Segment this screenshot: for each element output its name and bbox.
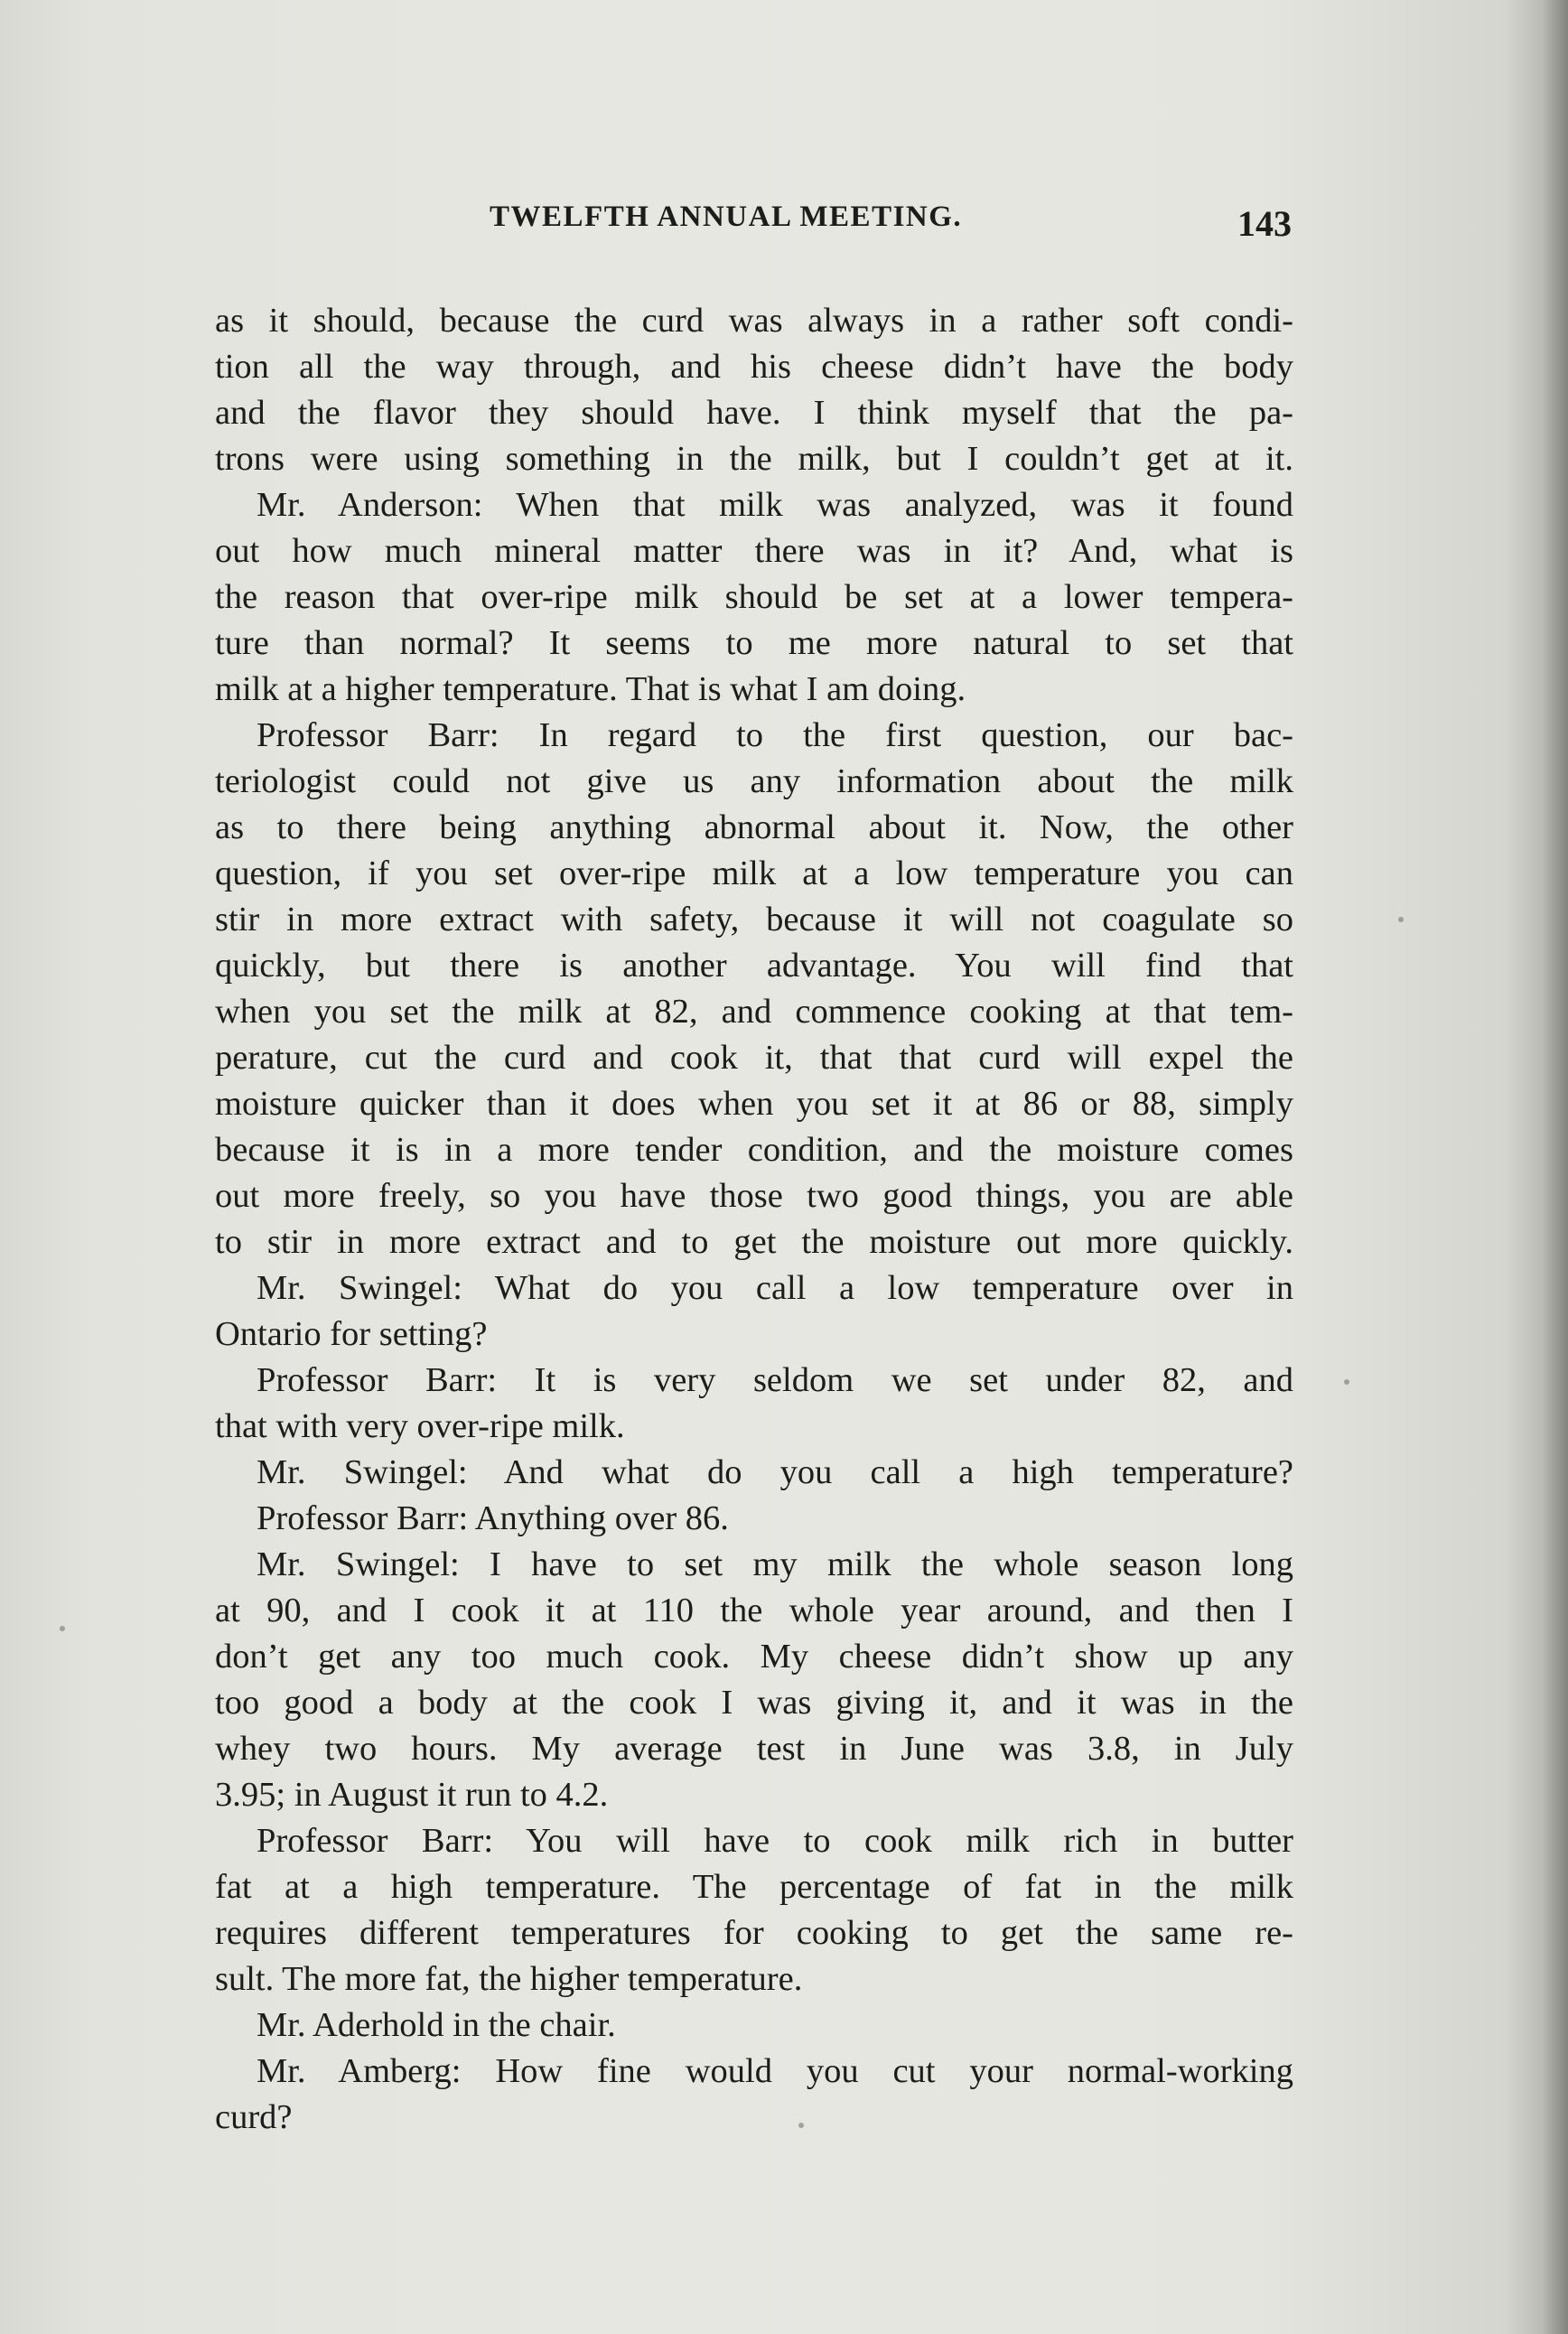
text-line: that with very over-ripe milk. [215,1407,625,1445]
paper-speck [60,1626,65,1631]
text-line: trons were using something in the milk, but I couldn’t get at it. [215,440,1293,478]
page-number: 143 [1237,203,1292,244]
text-line: stir in more extract with safety, because it will not coagulate so [215,901,1293,938]
text-line: to stir in more extract and to get the moisture out more quickly. [215,1223,1293,1261]
text-line: curd? [215,2098,293,2136]
text-line: at 90, and I cook it at 110 the whole year around, and then I [215,1592,1293,1629]
body-text [215,298,1293,2141]
text-line: fat at a high temperature. The percentage of fat in the milk [215,1868,1293,1906]
text-line: 3.95; in August it run to 4.2. [215,1776,609,1814]
text-line: Mr. Aderhold in the chair. [257,2006,616,2044]
text-line: Professor Barr: In regard to the first question, our bac- [257,716,1293,754]
text-line: Professor Barr: It is very seldom we set under 82, and [257,1361,1293,1399]
running-head-title: TWELFTH ANNUAL MEETING. [490,201,963,233]
text-line: tion all the way through, and his cheese didn’t have the body [215,348,1293,386]
paper-speck [1344,1379,1349,1385]
text-line: teriologist could not give us any information about the milk [215,762,1293,800]
text-line: don’t get any too much cook. My cheese didn’t show up any [215,1638,1293,1676]
text-line: and the flavor they should have. I think myself that the pa- [215,394,1293,432]
text-line: requires different temperatures for cooking to get the same re- [215,1914,1293,1952]
text-line: perature, cut the curd and cook it, that that curd will expel the [215,1039,1293,1077]
paper-speck [1398,917,1404,922]
text-line: whey two hours. My average test in June was 3.8, in July [215,1730,1293,1768]
text-line: the reason that over-ripe milk should be set at a lower tempera- [215,578,1293,616]
text-line: moisture quicker than it does when you set it at 86 or 88, simply [215,1085,1293,1123]
text-line: Ontario for setting? [215,1315,488,1353]
page-edge-shadow [1543,0,1568,2334]
text-line: as it should, because the curd was always in a rather soft condi- [215,302,1293,340]
running-head [208,197,1292,251]
text-line: Mr. Anderson: When that milk was analyzed, was it found [257,486,1293,524]
text-line: question, if you set over-ripe milk at a low temperature you can [215,854,1293,892]
text-line: quickly, but there is another advantage. You will find that [215,947,1293,985]
text-line: as to there being anything abnormal about it. Now, the other [215,808,1293,846]
text-line: when you set the milk at 82, and commence cooking at that tem- [215,993,1293,1031]
text-line: out more freely, so you have those two good things, you are able [215,1177,1293,1215]
text-line: Professor Barr: Anything over 86. [257,1499,729,1537]
text-line: ture than normal? It seems to me more natural to set that [215,624,1293,662]
text-line: Mr. Swingel: What do you call a low temperature over in [257,1269,1293,1307]
text-line: because it is in a more tender condition, and the moisture comes [215,1131,1293,1169]
text-line: out how much mineral matter there was in it? And, what is [215,532,1293,570]
text-line: Mr. Swingel: And what do you call a high temperature? [257,1453,1293,1491]
text-line: sult. The more fat, the higher temperature. [215,1960,803,1998]
text-line: milk at a higher temperature. That is what I am doing. [215,670,966,708]
paper-speck [798,2123,804,2128]
text-line: too good a body at the cook I was giving it, and it was in the [215,1684,1293,1722]
text-line: Mr. Amberg: How fine would you cut your normal-working [257,2052,1293,2090]
text-line: Professor Barr: You will have to cook milk rich in butter [257,1822,1293,1860]
text-line: Mr. Swingel: I have to set my milk the whole season long [257,1545,1293,1583]
